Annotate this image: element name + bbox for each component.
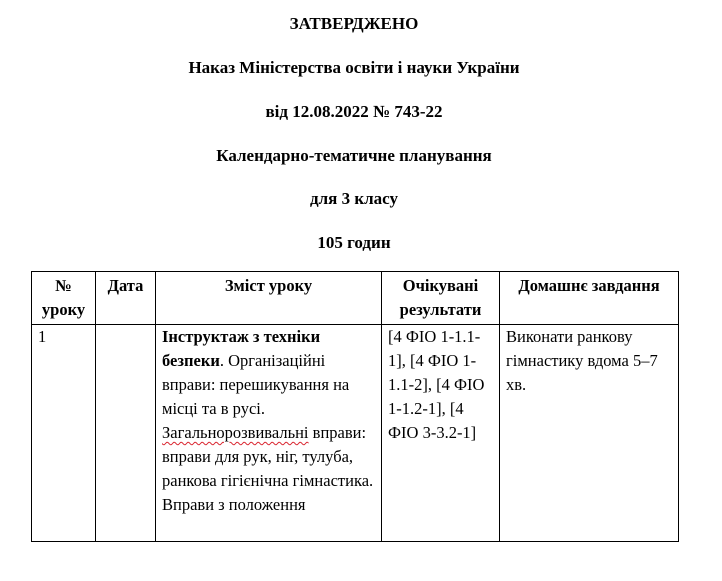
cell-lesson-content xyxy=(156,325,382,542)
table-row xyxy=(32,325,679,542)
column-header-homework: Домашнє завдання xyxy=(500,272,679,325)
order-date-heading: від 12.08.2022 № 743-22 xyxy=(265,102,443,121)
cell-expected-results: [4 ФІО 1-1.1-1], [4 ФІО 1-1.1-2], [4 ФІО 1-1.2-1], [4 ФІО 3-3.2-1] xyxy=(382,325,500,542)
content-text-part1: . Організаційні вправи: перешикування на місці та в русі. xyxy=(162,351,350,418)
column-header-content: Зміст уроку xyxy=(156,272,382,325)
column-header-number: № уроку xyxy=(32,272,96,325)
content-spellcheck-word: Загальнорозвивальні xyxy=(162,423,309,442)
plan-title-heading: Календарно-тематичне планування xyxy=(216,146,492,165)
order-heading: Наказ Міністерства освіти і науки України xyxy=(188,58,520,77)
table-header-row xyxy=(32,272,679,325)
column-header-results: Очікувані результати xyxy=(382,272,500,325)
column-header-date: Дата xyxy=(96,272,156,325)
lesson-plan-table xyxy=(31,271,679,542)
cell-homework: Виконати ранкову гімнастику вдома 5–7 хв. xyxy=(500,325,679,542)
content-text-part2: вправи: вправи для рук, ніг, тулуба, ранкова гігієнічна гімнастика. Вправи з положення xyxy=(162,423,374,514)
approved-heading: ЗАТВЕРДЖЕНО xyxy=(289,14,419,33)
grade-heading: для 3 класу xyxy=(310,189,398,208)
cell-lesson-number: 1 xyxy=(32,325,96,542)
hours-heading: 105 годин xyxy=(317,233,391,252)
content-bold-topic: Інструктаж з техніки безпеки xyxy=(162,327,321,370)
cell-date xyxy=(96,325,156,542)
